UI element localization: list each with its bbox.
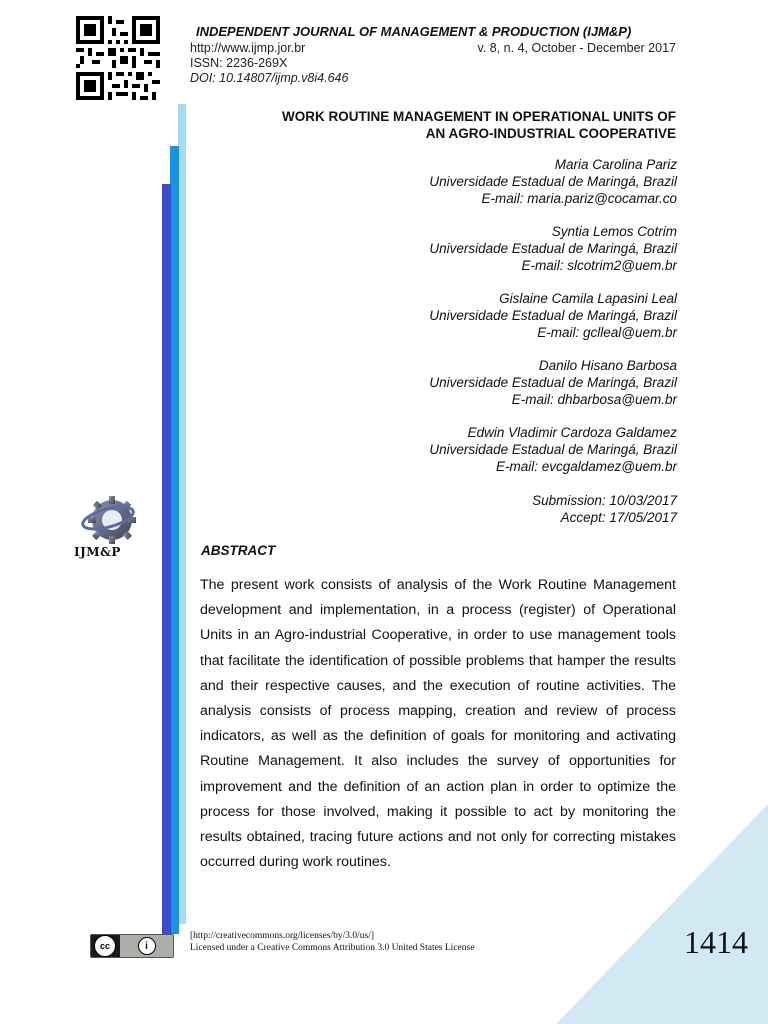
author-affiliation: Universidade Estadual de Maringá, Brazil	[429, 308, 677, 323]
person-icon: i	[138, 937, 156, 955]
author-block	[257, 424, 677, 475]
author-block	[257, 156, 677, 207]
qr-code-icon	[76, 16, 160, 100]
author-affiliation: Universidade Estadual de Maringá, Brazil	[429, 174, 677, 189]
author-block	[257, 357, 677, 408]
submission-dates	[532, 492, 677, 526]
cc-icon: cc	[94, 935, 116, 957]
submission-date: Submission: 10/03/2017	[532, 493, 677, 508]
author-email[interactable]: E-mail: maria.pariz@cocamar.co	[481, 191, 677, 206]
author-email[interactable]: E-mail: gclleal@uem.br	[537, 325, 677, 340]
author-name: Syntia Lemos Cotrim	[551, 224, 677, 239]
license-text: Licensed under a Creative Commons Attribution 3.0 United States License	[190, 943, 475, 953]
issn: ISSN: 2236-269X	[190, 56, 288, 70]
by-icon	[120, 935, 173, 957]
author-email[interactable]: E-mail: evcgaldamez@uem.br	[495, 459, 677, 474]
author-affiliation: Universidade Estadual de Maringá, Brazil	[429, 442, 677, 457]
journal-url-link[interactable]: http://www.ijmp.jor.br	[190, 41, 306, 55]
author-email[interactable]: E-mail: dhbarbosa@uem.br	[511, 392, 677, 407]
accept-date: Accept: 17/05/2017	[560, 510, 677, 525]
author-name: Edwin Vladimir Cardoza Galdamez	[467, 425, 677, 440]
license-url[interactable]: [http://creativecommons.org/licenses/by/3.0/us/]	[190, 931, 374, 941]
decorative-bar-light	[178, 104, 186, 924]
decorative-bar-mid	[170, 146, 179, 934]
volume-issue: v. 8, n. 4, October - December 2017	[477, 41, 676, 55]
author-email[interactable]: E-mail: slcotrim2@uem.br	[521, 258, 677, 273]
abstract-text: The present work consists of analysis of the Work Routine Management development and implementation, in a process (register) of Operational Units in an Agro-industrial Cooperative, in order to use management tools that facilitate the identification of possible problems that hamper the results and their respective causes, and the execution of routine activities. The analysis consists of process mapping, creation and review of process indicators, as well as the definition of goals for monitoring and activating Routine Management. It also includes the survey of opportunities for improvement and the definition of an action plan in order to optimize the process for those involved, making it possible to act by monitoring the results obtained, tracing future actions and not only for correcting mistakes occurred during work routines.	[200, 577, 676, 871]
paper-title	[206, 108, 676, 142]
paper-title-line: AN AGRO-INDUSTRIAL COOPERATIVE	[425, 126, 676, 141]
journal-title: INDEPENDENT JOURNAL OF MANAGEMENT & PRODUCTION (IJM&P)	[196, 24, 632, 39]
author-block	[257, 290, 677, 341]
journal-logo-text: IJM&P	[74, 545, 121, 559]
author-list	[257, 156, 677, 491]
paper-title-line: WORK ROUTINE MANAGEMENT IN OPERATIONAL UNITS OF	[282, 109, 676, 124]
author-affiliation: Universidade Estadual de Maringá, Brazil	[429, 375, 677, 390]
doi-link[interactable]: DOI: 10.14807/ijmp.v8i4.646	[190, 71, 349, 85]
license-notice	[190, 930, 474, 954]
abstract-heading: ABSTRACT	[201, 543, 276, 558]
author-affiliation: Universidade Estadual de Maringá, Brazil	[429, 241, 677, 256]
author-block	[257, 223, 677, 274]
decorative-bar-dark	[162, 184, 171, 936]
page-number: 1414	[684, 924, 748, 960]
author-name: Maria Carolina Pariz	[554, 157, 677, 172]
author-name: Gislaine Camila Lapasini Leal	[499, 291, 677, 306]
author-name: Danilo Hisano Barbosa	[538, 358, 677, 373]
creative-commons-badge[interactable]	[90, 934, 174, 958]
